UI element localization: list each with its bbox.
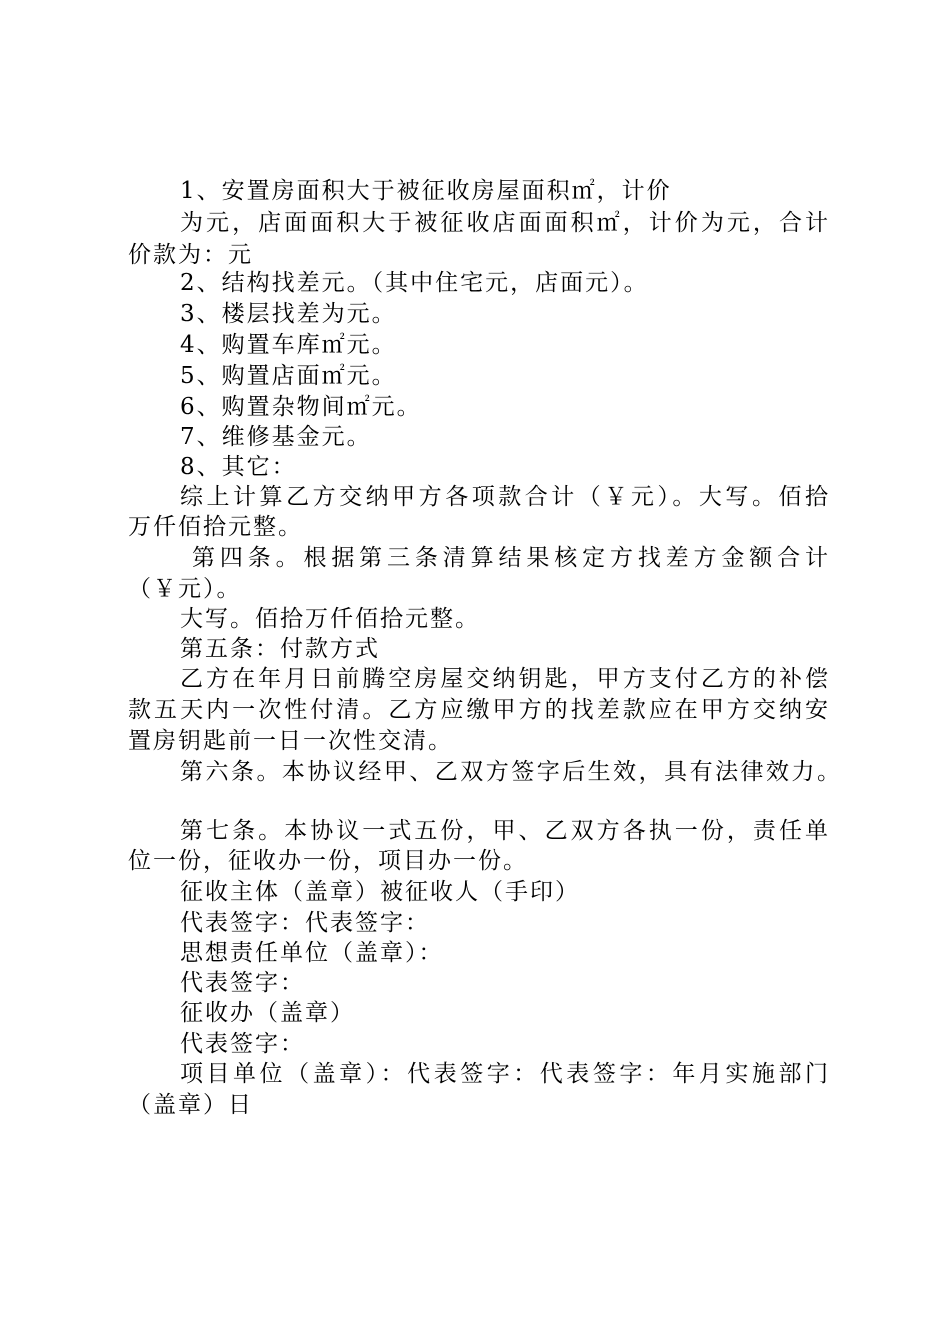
text-line: 第六条。本协议经甲、乙双方签字后生效，具有法律效力。	[180, 759, 842, 785]
text-line: 价款为：元	[128, 242, 253, 268]
text-line: 5、购置店面㎡元。	[180, 363, 397, 389]
text-line: 6、购置杂物间㎡元。	[180, 394, 422, 420]
text-line: 第四条。根据第三条清算结果核定方找差方金额合计	[192, 545, 830, 571]
text-line: 7、维修基金元。	[180, 424, 372, 450]
text-line: 第七条。本协议一式五份，甲、乙双方各执一份，责任单	[180, 818, 830, 844]
text-line: 8、其它：	[180, 454, 297, 480]
text-line: 4、购置车库㎡元。	[180, 332, 397, 358]
text-line: 代表签字：	[180, 1031, 305, 1057]
text-line: 1、安置房面积大于被征收房屋面积㎡，计价	[180, 178, 672, 204]
text-line: 2、结构找差元。（其中住宅元，店面元）。	[180, 270, 649, 296]
text-line: 款五天内一次性付清。乙方应缴甲方的找差款应在甲方交纳安	[128, 697, 830, 723]
text-line: 位一份，征收办一份，项目办一份。	[128, 848, 528, 874]
text-line: 项目单位（盖章）：代表签字：代表签字：年月实施部门	[180, 1061, 830, 1087]
text-line: 征收主体（盖章）被征收人（手印）	[180, 879, 580, 905]
text-line: 乙方在年月日前腾空房屋交纳钥匙，甲方支付乙方的补偿	[180, 666, 830, 692]
text-line: 3、楼层找差为元。	[180, 301, 397, 327]
text-line: 综上计算乙方交纳甲方各项款合计（￥元）。大写。佰拾	[180, 484, 830, 510]
text-line: 第五条：付款方式	[180, 636, 380, 662]
text-line: 代表签字：	[180, 970, 305, 996]
text-line: 为元，店面面积大于被征收店面面积㎡，计价为元，合计	[180, 210, 830, 236]
text-line: （盖章）日	[128, 1092, 253, 1118]
text-line: 大写。佰拾万仟佰拾元整。	[180, 606, 480, 632]
text-line: 思想责任单位（盖章）：	[180, 940, 444, 966]
text-line: 代表签字：代表签字：	[180, 910, 430, 936]
text-line: 征收办（盖章）	[180, 1000, 355, 1026]
text-line: 置房钥匙前一日一次性交清。	[128, 728, 453, 754]
text-line: 万仟佰拾元整。	[128, 514, 303, 540]
text-line: （￥元）。	[128, 576, 242, 602]
